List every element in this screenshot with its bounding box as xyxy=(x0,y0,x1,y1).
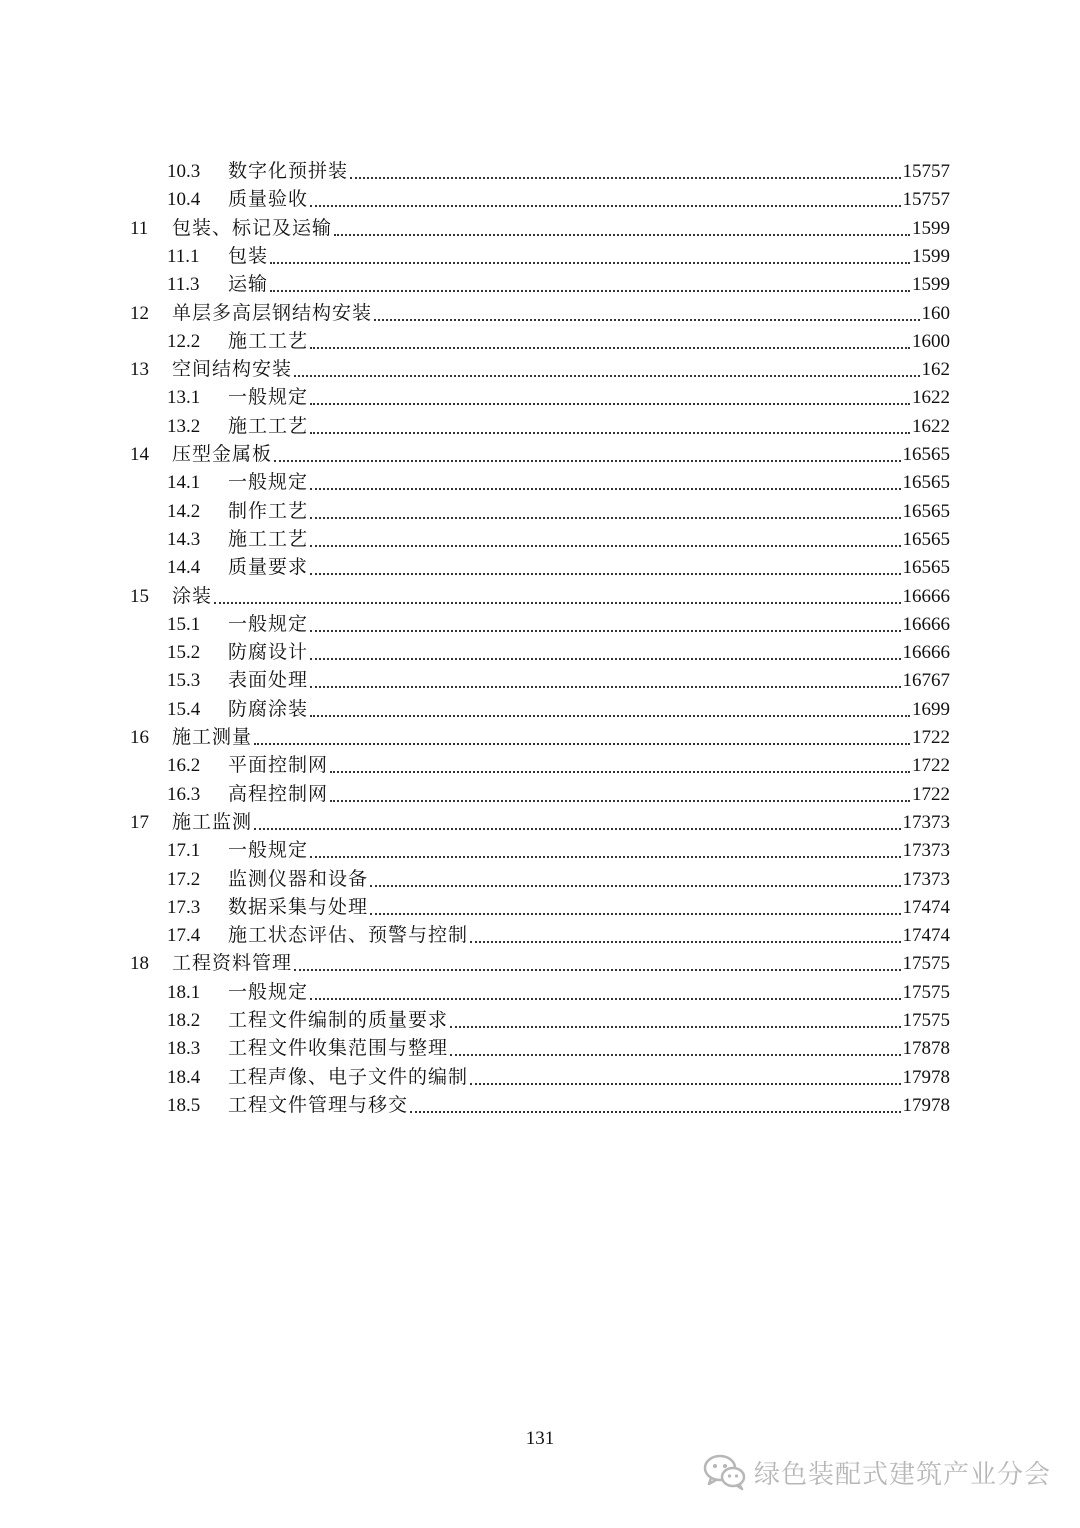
toc-title: 防腐设计 xyxy=(228,642,309,664)
toc-page-number: 15757 xyxy=(902,189,950,211)
toc-dot-leader xyxy=(310,573,900,575)
toc-title: 空间结构安装 xyxy=(172,359,293,381)
toc-page-number: 17575 xyxy=(902,1010,950,1031)
toc-section-row[interactable] xyxy=(167,891,950,919)
toc-number: 13.2 xyxy=(167,415,201,437)
toc-number: 17.4 xyxy=(167,925,201,947)
toc-dot-leader xyxy=(310,488,900,490)
toc-page-number: 1600 xyxy=(912,330,950,352)
toc-dot-leader xyxy=(270,262,910,264)
toc-section-row[interactable] xyxy=(167,381,950,409)
toc-dot-leader xyxy=(330,800,910,802)
toc-number: 15 xyxy=(130,585,149,607)
toc-dot-leader xyxy=(374,319,919,321)
toc-page-number: 16666 xyxy=(902,613,950,635)
toc-title: 运输 xyxy=(228,274,269,296)
toc-title: 数字化预拼装 xyxy=(228,161,349,182)
toc-number: 15.2 xyxy=(167,642,201,664)
toc-page-number: 17978 xyxy=(902,1094,950,1116)
toc-dot-leader xyxy=(310,856,900,858)
toc-dot-leader xyxy=(270,290,910,292)
toc-number: 17.2 xyxy=(167,868,201,890)
toc-number: 18.5 xyxy=(167,1094,201,1116)
toc-title: 一般规定 xyxy=(228,613,309,635)
toc-page-number: 1699 xyxy=(912,698,950,720)
toc-section-row[interactable] xyxy=(167,410,950,438)
toc-section-row[interactable] xyxy=(167,183,950,211)
toc-page-number: 1722 xyxy=(912,783,950,805)
watermark xyxy=(702,1452,1051,1492)
toc-number: 17.1 xyxy=(167,840,201,862)
toc-title: 高程控制网 xyxy=(228,783,329,805)
toc-number: 15.3 xyxy=(167,670,201,692)
toc-chapter-row[interactable] xyxy=(130,806,950,834)
toc-section-row[interactable] xyxy=(167,919,950,947)
toc-number: 12 xyxy=(130,302,149,324)
toc-title: 施工工艺 xyxy=(228,528,309,550)
toc-dot-leader xyxy=(310,658,900,660)
toc-page-number: 1722 xyxy=(912,727,950,748)
toc-section-row[interactable] xyxy=(167,778,950,806)
toc-section-row[interactable] xyxy=(167,636,950,664)
toc-number: 14.1 xyxy=(167,472,201,494)
toc-number: 16.3 xyxy=(167,783,201,805)
toc-title: 防腐涂装 xyxy=(228,698,309,720)
toc-chapter-row[interactable] xyxy=(130,721,950,749)
toc-section-row[interactable] xyxy=(167,325,950,353)
toc-section-row[interactable] xyxy=(167,976,950,1004)
toc-dot-leader xyxy=(310,715,910,717)
toc-page-number: 17373 xyxy=(902,811,950,833)
toc-title: 工程资料管理 xyxy=(172,953,293,975)
toc-number: 13.1 xyxy=(167,387,201,409)
toc-chapter-row[interactable] xyxy=(130,580,950,608)
toc-title: 施工测量 xyxy=(172,727,253,748)
toc-number: 15.4 xyxy=(167,698,201,720)
toc-page-number: 16565 xyxy=(902,557,950,579)
toc-number: 14.2 xyxy=(167,500,201,522)
toc-dot-leader xyxy=(334,234,910,236)
toc-section-row[interactable] xyxy=(167,1061,950,1089)
toc-section-row[interactable] xyxy=(167,240,950,268)
toc-dot-leader xyxy=(294,969,900,971)
toc-number: 15.1 xyxy=(167,613,201,635)
toc-dot-leader xyxy=(450,1026,900,1028)
page-number: 131 xyxy=(525,1428,555,1449)
toc-number: 10.4 xyxy=(167,189,201,211)
toc-title: 工程文件管理与移交 xyxy=(228,1094,409,1116)
toc-dot-leader xyxy=(310,686,900,688)
toc-title: 包装、标记及运输 xyxy=(172,217,333,239)
toc-title: 单层多高层钢结构安装 xyxy=(172,302,373,324)
toc-number: 11.3 xyxy=(167,274,200,296)
toc-section-row[interactable] xyxy=(167,1089,950,1117)
toc-dot-leader xyxy=(370,885,900,887)
toc-number: 11 xyxy=(130,217,149,239)
toc-dot-leader xyxy=(470,1083,900,1085)
watermark-text: 绿色装配式建筑产业分会 xyxy=(754,1459,1052,1490)
toc-title: 施工工艺 xyxy=(228,330,309,352)
toc-title: 涂装 xyxy=(172,585,213,607)
toc-title: 制作工艺 xyxy=(228,500,309,522)
toc-title: 包装 xyxy=(228,245,269,267)
toc-number: 11.1 xyxy=(167,245,200,267)
toc-title: 施工工艺 xyxy=(228,415,309,437)
toc-chapter-row[interactable] xyxy=(130,212,950,240)
toc-dot-leader xyxy=(310,403,910,405)
toc-section-row[interactable] xyxy=(167,608,950,636)
toc-title: 工程文件编制的质量要求 xyxy=(228,1010,449,1031)
toc-page-number: 162 xyxy=(921,359,950,381)
toc-dot-leader xyxy=(294,375,919,377)
toc-chapter-row[interactable] xyxy=(130,353,950,381)
toc-page-number: 17373 xyxy=(902,868,950,890)
toc-dot-leader xyxy=(254,743,910,745)
toc-dot-leader xyxy=(350,177,900,179)
toc-number: 18.2 xyxy=(167,1010,201,1031)
toc-page-number: 1599 xyxy=(912,274,950,296)
toc-title: 压型金属板 xyxy=(172,444,273,465)
toc-number: 12.2 xyxy=(167,330,201,352)
toc-page-number: 16767 xyxy=(902,670,950,692)
toc-page-number: 1599 xyxy=(912,217,950,239)
toc-title: 一般规定 xyxy=(228,472,309,494)
toc-dot-leader xyxy=(330,771,910,773)
toc-page-number: 16565 xyxy=(902,444,950,465)
toc-title: 工程声像、电子文件的编制 xyxy=(228,1066,469,1088)
toc-title: 平面控制网 xyxy=(228,755,329,777)
toc-title: 施工状态评估、预警与控制 xyxy=(228,925,469,947)
toc-page-number: 16666 xyxy=(902,585,950,607)
toc-number: 18.1 xyxy=(167,981,201,1003)
toc-page-number: 160 xyxy=(921,302,950,324)
toc-number: 16.2 xyxy=(167,755,201,777)
toc-number: 18.3 xyxy=(167,1038,201,1060)
toc-chapter-row[interactable] xyxy=(130,438,950,466)
toc-dot-leader xyxy=(410,1111,900,1113)
toc-section-row[interactable] xyxy=(167,863,950,891)
toc-page-number: 1722 xyxy=(912,755,950,777)
toc-dot-leader xyxy=(310,432,910,434)
toc-dot-leader xyxy=(310,545,900,547)
toc-title: 质量验收 xyxy=(228,189,309,211)
toc-section-row[interactable] xyxy=(167,155,950,183)
toc-number: 13 xyxy=(130,359,149,381)
toc-title: 质量要求 xyxy=(228,557,309,579)
toc-dot-leader xyxy=(214,602,900,604)
toc-section-row[interactable] xyxy=(167,495,950,523)
toc-page-number: 16666 xyxy=(902,642,950,664)
toc-section-row[interactable] xyxy=(167,664,950,692)
toc-page-number: 17978 xyxy=(902,1066,950,1088)
toc-chapter-row[interactable] xyxy=(130,947,950,975)
toc-chapter-row[interactable] xyxy=(130,297,950,325)
toc-page-number: 1599 xyxy=(912,245,950,267)
toc-page-number: 17575 xyxy=(902,953,950,975)
toc-title: 工程文件收集范围与整理 xyxy=(228,1038,449,1060)
toc-number: 18 xyxy=(130,953,149,975)
toc-page-number: 1622 xyxy=(912,387,950,409)
toc-page-number: 17575 xyxy=(902,981,950,1003)
toc-section-row[interactable] xyxy=(167,1004,950,1032)
toc-page-number: 15757 xyxy=(902,161,950,182)
toc-number: 14 xyxy=(130,444,149,465)
toc-number: 14.3 xyxy=(167,528,201,550)
toc-section-row[interactable] xyxy=(167,551,950,579)
toc-title: 施工监测 xyxy=(172,811,253,833)
toc-number: 17.3 xyxy=(167,896,201,918)
toc-section-row[interactable] xyxy=(167,268,950,296)
toc-dot-leader xyxy=(310,347,910,349)
toc-section-row[interactable] xyxy=(167,523,950,551)
toc-section-row[interactable] xyxy=(167,749,950,777)
toc-title: 数据采集与处理 xyxy=(228,896,369,918)
toc-page-number: 17474 xyxy=(902,896,950,918)
toc-title: 监测仪器和设备 xyxy=(228,868,369,890)
toc-number: 17 xyxy=(130,811,149,833)
toc-page-number: 16565 xyxy=(902,500,950,522)
toc-dot-leader xyxy=(470,941,900,943)
toc-page-number: 17373 xyxy=(902,840,950,862)
toc-dot-leader xyxy=(310,998,900,1000)
toc-section-row[interactable] xyxy=(167,834,950,862)
toc-page-number: 16565 xyxy=(902,528,950,550)
toc-section-row[interactable] xyxy=(167,466,950,494)
toc-title: 一般规定 xyxy=(228,840,309,862)
toc-dot-leader xyxy=(310,630,900,632)
toc-number: 18.4 xyxy=(167,1066,201,1088)
toc-title: 表面处理 xyxy=(228,670,309,692)
toc-dot-leader xyxy=(274,460,900,462)
toc-dot-leader xyxy=(450,1054,900,1056)
toc-section-row[interactable] xyxy=(167,693,950,721)
toc-page-number: 17474 xyxy=(902,925,950,947)
toc-title: 一般规定 xyxy=(228,387,309,409)
toc-dot-leader xyxy=(310,517,900,519)
toc-number: 10.3 xyxy=(167,161,201,182)
toc-page-number: 16565 xyxy=(902,472,950,494)
toc-dot-leader xyxy=(310,205,900,207)
toc-page-number: 17878 xyxy=(902,1038,950,1060)
toc-dot-leader xyxy=(370,913,900,915)
toc-page-number: 1622 xyxy=(912,415,950,437)
toc-dot-leader xyxy=(254,828,900,830)
wechat-icon xyxy=(702,1453,748,1491)
toc-number: 14.4 xyxy=(167,557,201,579)
toc-title: 一般规定 xyxy=(228,981,309,1003)
toc-number: 16 xyxy=(130,727,149,748)
toc-section-row[interactable] xyxy=(167,1032,950,1060)
